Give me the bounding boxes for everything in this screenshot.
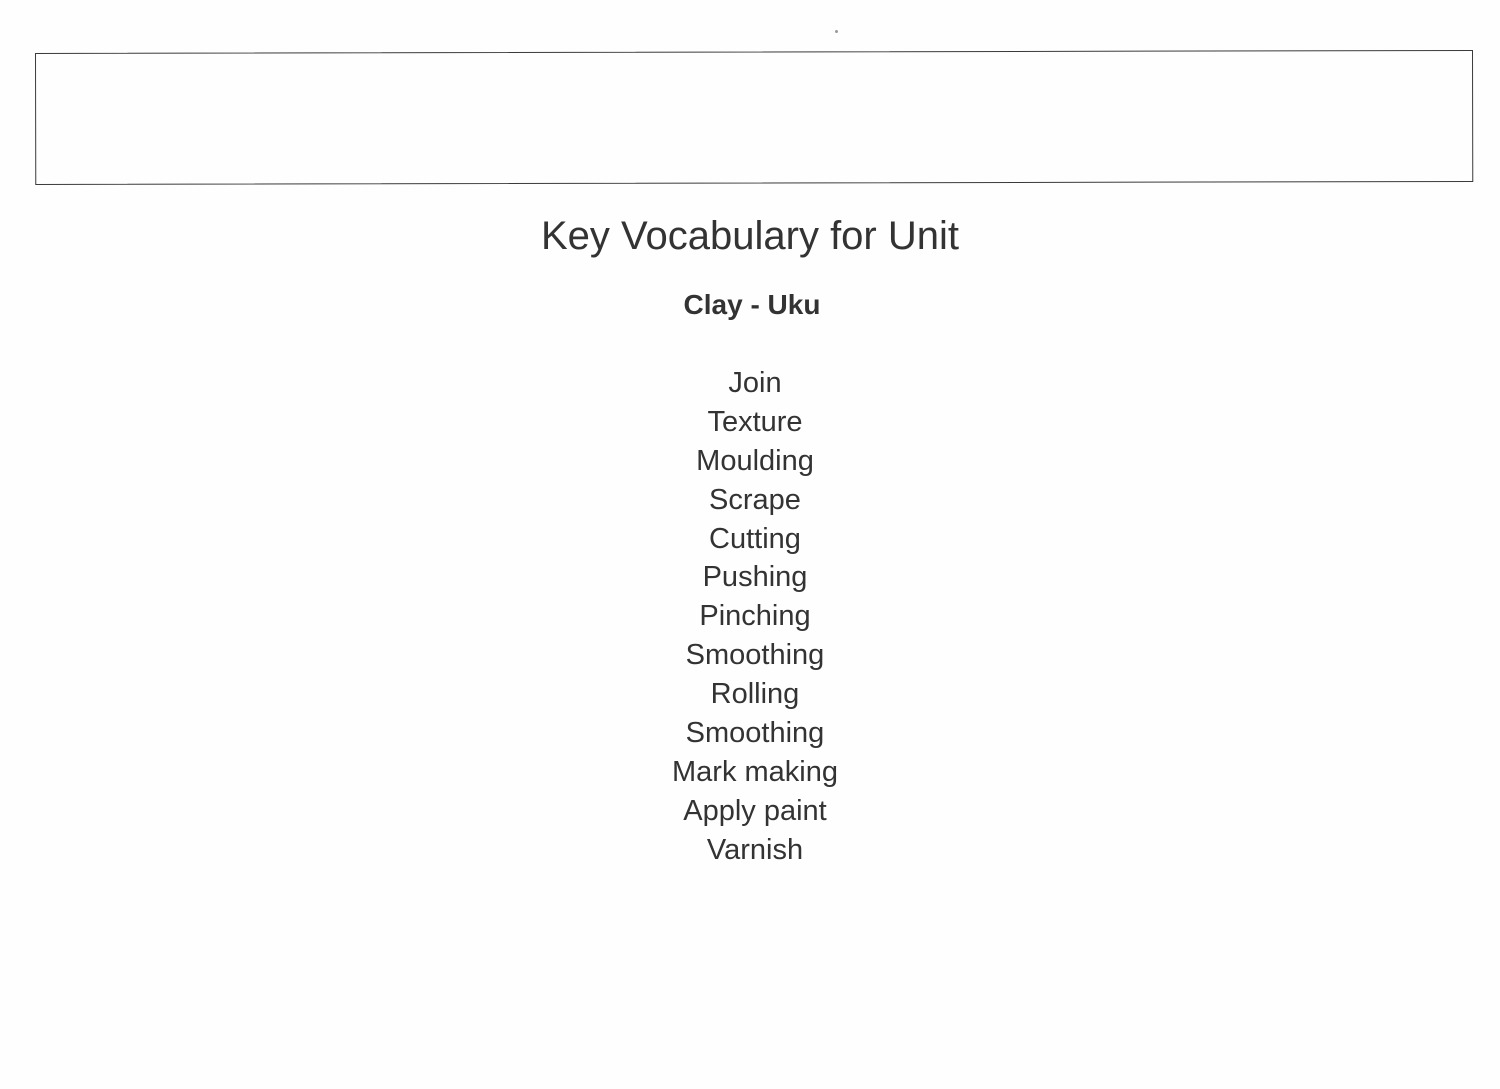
vocabulary-item: Scrape (709, 483, 801, 516)
vocabulary-item: Rolling (710, 678, 800, 711)
vocabulary-item: Mark making (672, 755, 838, 788)
vocabulary-item: Moulding (696, 444, 814, 477)
vocabulary-item: Smoothing (685, 639, 825, 672)
vocabulary-item: Texture (707, 405, 803, 438)
header-box (35, 50, 1473, 185)
vocabulary-item: Pinching (699, 600, 811, 633)
vocabulary-item: Join (728, 367, 782, 399)
vocabulary-list (0, 364, 1500, 870)
unit-subtitle: Clay - Uku (683, 289, 821, 320)
vocabulary-item: Smoothing (685, 717, 825, 750)
vocabulary-item: Varnish (706, 833, 804, 866)
vocabulary-item: Pushing (702, 561, 808, 594)
page-title: Key Vocabulary for Unit (541, 214, 959, 258)
scan-speck (835, 30, 838, 33)
vocabulary-item: Apply paint (683, 794, 827, 827)
vocabulary-item: Cutting (709, 522, 801, 555)
